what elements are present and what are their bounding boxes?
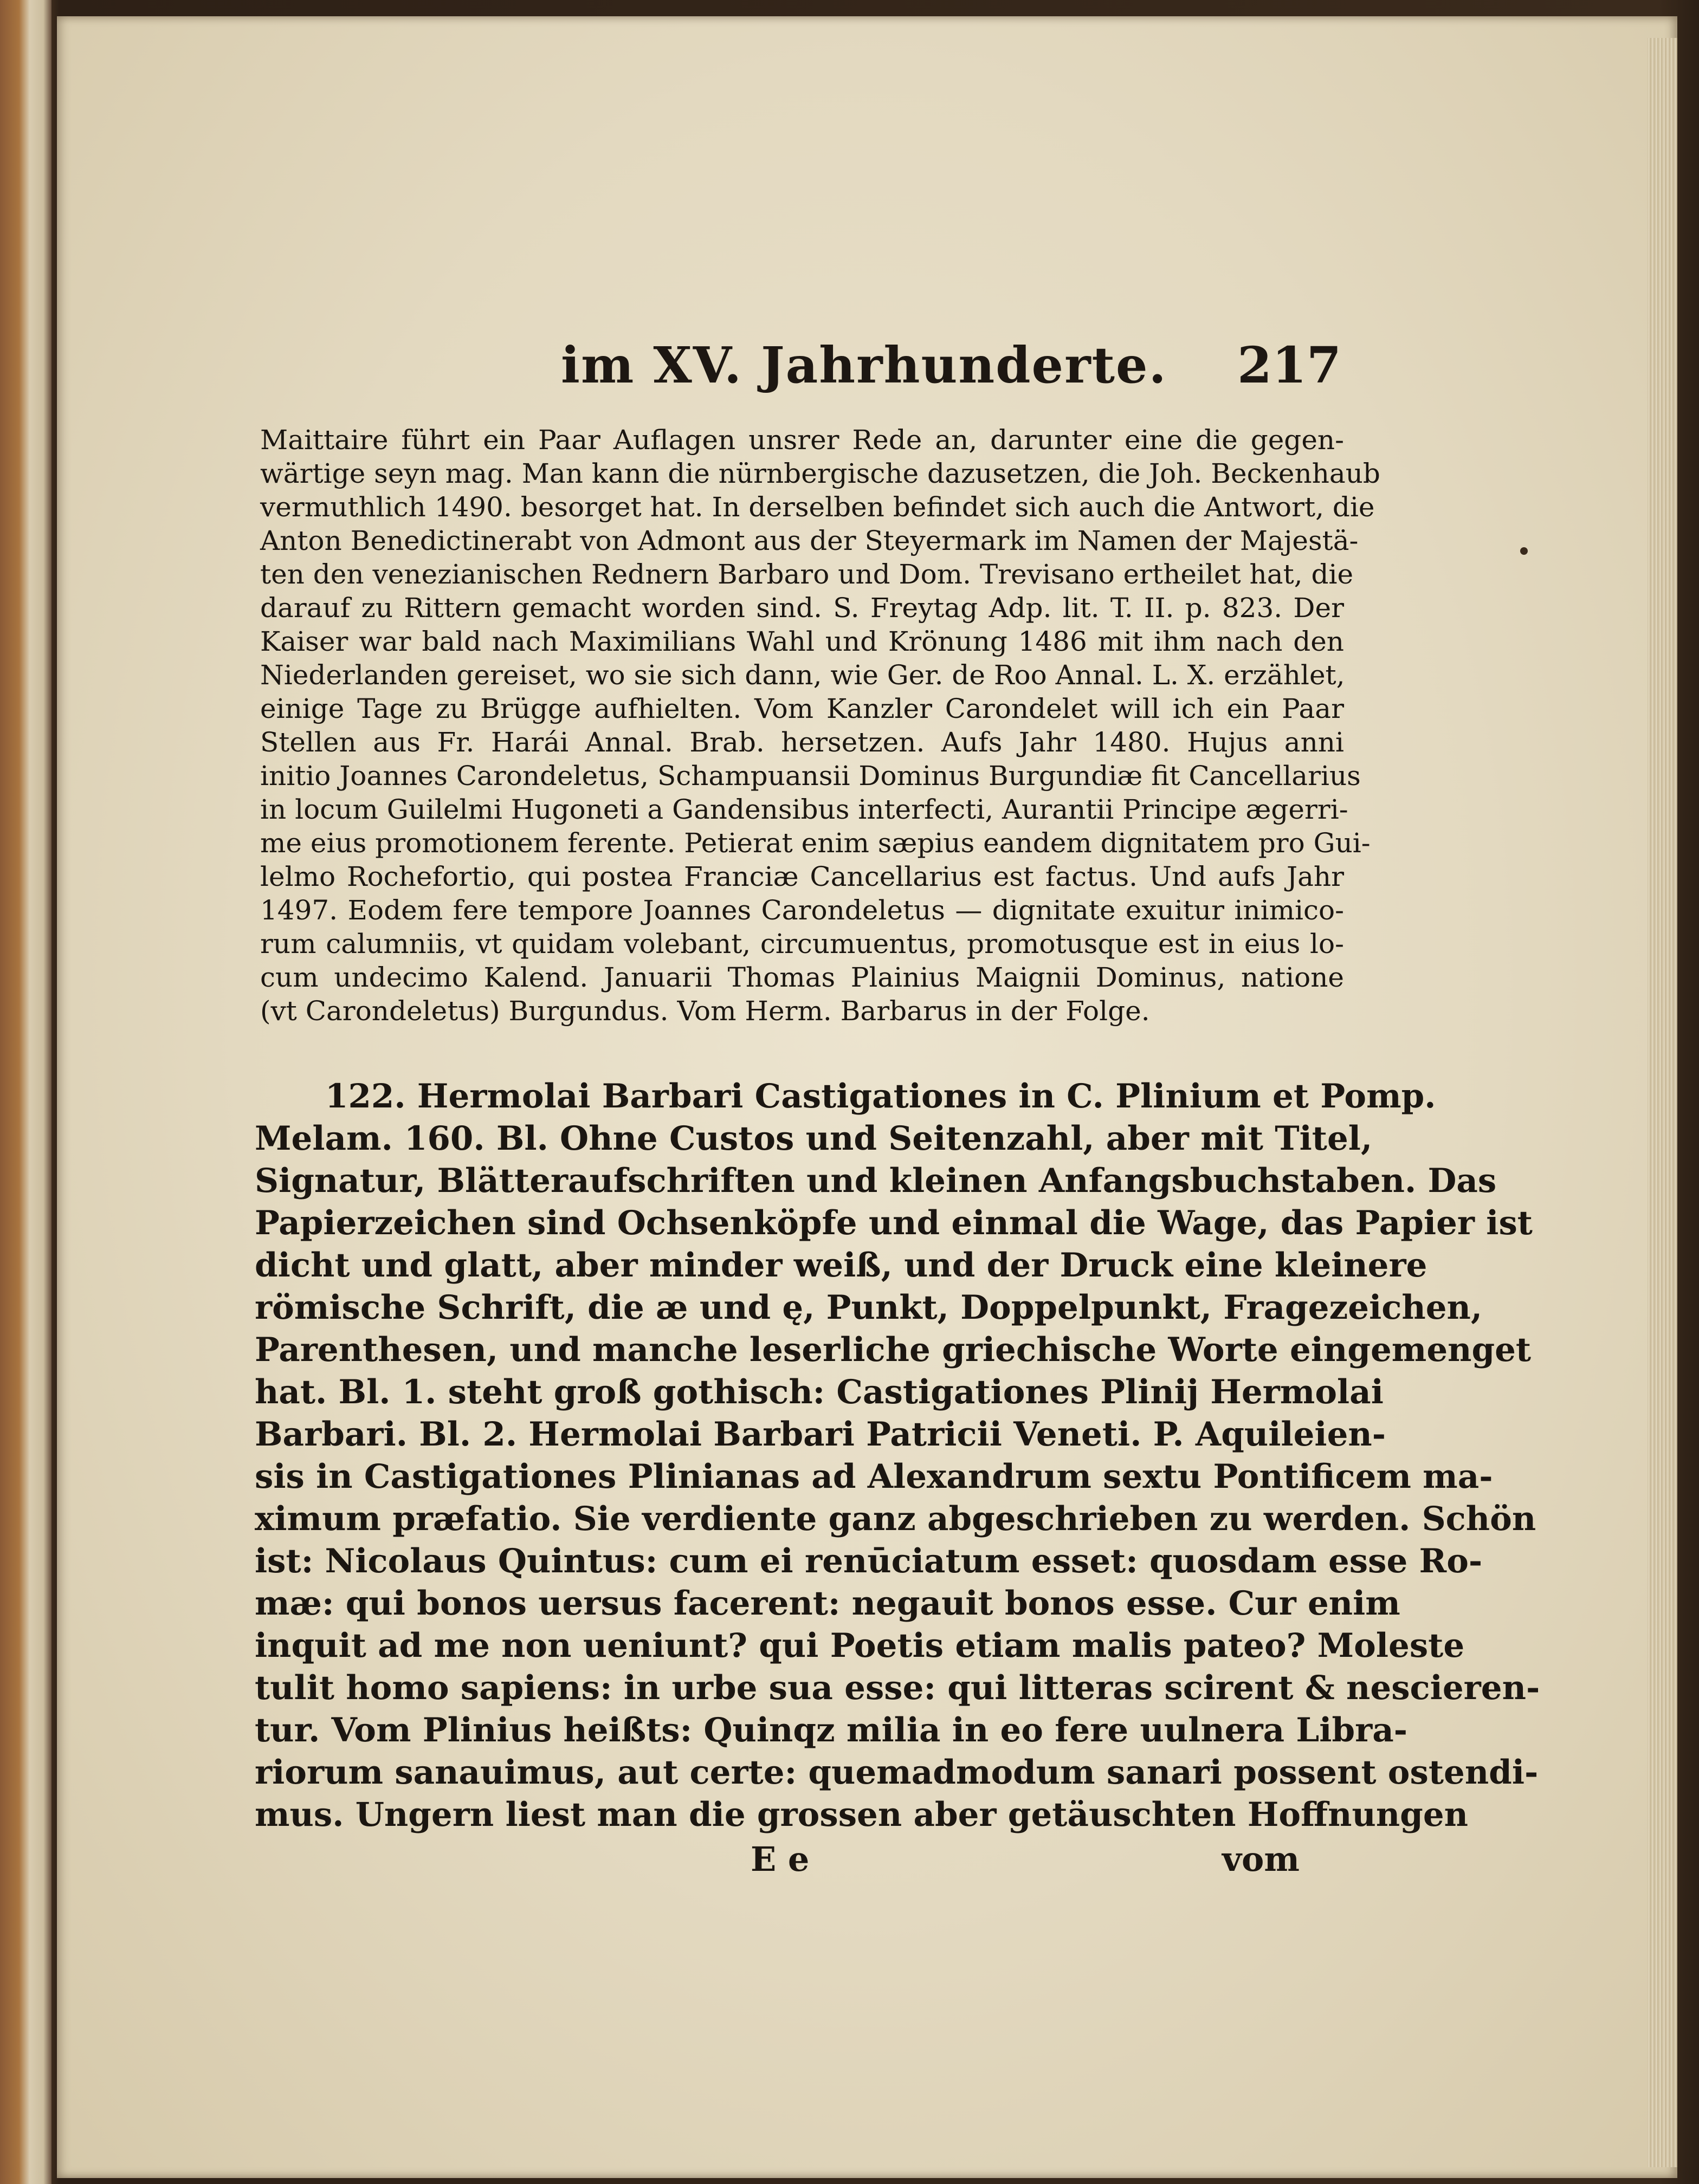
body-line: inquit ad me non ueniunt? qui Poetis etiam malis pateo? Moleste	[255, 1626, 1465, 1665]
previous-page-edge	[0, 0, 51, 2184]
note-line: 1497. Eodem fere tempore Joannes Carondeletus — dignitate exuitur inimico-	[260, 895, 1344, 926]
body-line: mus. Ungern liest man die grossen aber getäuschten Hoffnungen	[255, 1796, 1468, 1834]
catchword: vom	[1222, 1839, 1300, 1879]
body-line: römische Schrift, die æ und ę, Punkt, Doppelpunkt, Fragezeichen,	[255, 1288, 1483, 1327]
body-line: sis in Castigationes Plinianas ad Alexandrum sextu Pontificem ma-	[255, 1457, 1493, 1496]
note-line: einige Tage zu Brügge aufhielten. Vom Kanzler Carondelet will ich ein Paar	[260, 693, 1344, 724]
note-line: Kaiser war bald nach Maximilians Wahl und Krönung 1486 mit ihm nach den	[260, 626, 1344, 657]
body-line: Parenthesen, und manche leserliche griechische Worte eingemenget	[255, 1331, 1532, 1369]
body-line: mæ: qui bonos uersus facerent: negauit bonos esse. Cur enim	[255, 1584, 1400, 1623]
body-line: ist: Nicolaus Quintus: cum ei renūciatum esset: quosdam esse Ro-	[255, 1542, 1483, 1580]
note-line: Anton Benedictinerabt von Admont aus der Steyermark im Namen der Majestä-	[260, 525, 1359, 556]
body-line: Barbari. Bl. 2. Hermolai Barbari Patricii Veneti. P. Aquileien-	[255, 1415, 1386, 1454]
note-line: Stellen aus Fr. Harái Annal. Brab. hersetzen. Aufs Jahr 1480. Hujus anni	[260, 727, 1344, 758]
body-line: tulit homo sapiens: in urbe sua esse: qui litteras scirent & nescieren-	[255, 1669, 1540, 1707]
ink-spot	[1520, 547, 1528, 555]
body-line: ximum præfatio. Sie verdiente ganz abgeschrieben zu werden. Schön	[255, 1500, 1536, 1538]
note-line: cum undecimo Kalend. Januarii Thomas Plainius Maignii Dominus, natione	[260, 962, 1344, 993]
body-line: dicht und glatt, aber minder weiß, und der Druck eine kleinere	[255, 1246, 1427, 1285]
body-line: riorum sanauimus, aut certe: quemadmodum sanari possent ostendi-	[255, 1753, 1539, 1792]
note-line: me eius promotionem ferente. Petierat enim sæpius eandem dignitatem pro Gui-	[260, 827, 1371, 859]
note-line: lelmo Rochefortio, qui postea Franciæ Cancellarius est factus. Und aufs Jahr	[260, 861, 1344, 892]
body-line: tur. Vom Plinius heißts: Quinqz milia in eo fere uulnera Libra-	[255, 1711, 1408, 1749]
body-line: Melam. 160. Bl. Ohne Custos und Seitenzahl, aber mit Titel,	[255, 1119, 1373, 1158]
body-line: Papierzeichen sind Ochsenköpfe und einmal die Wage, das Papier ist	[255, 1204, 1533, 1242]
running-header	[561, 336, 1341, 401]
note-line: Maittaire führt ein Paar Auflagen unsrer Rede an, darunter eine die gegen-	[260, 424, 1344, 456]
note-line: Niederlanden gereiset, wo sie sich dann, wie Ger. de Roo Annal. L. X. erzählet,	[260, 659, 1345, 691]
page-number: 217	[1237, 336, 1341, 394]
body-line: 122. Hermolai Barbari Castigationes in C. Plinium et Pomp.	[325, 1077, 1436, 1116]
note-line: initio Joannes Carondeletus, Schampuansii Dominus Burgundiæ fit Cancellarius	[260, 760, 1361, 792]
note-line: (vt Carondeletus) Burgundus. Vom Herm. Barbarus in der Folge.	[260, 995, 1150, 1027]
signature-mark: E e	[751, 1839, 810, 1879]
note-line: rum calumniis, vt quidam volebant, circumuentus, promotusque est in eius lo-	[260, 928, 1344, 960]
running-title: im XV. Jahrhunderte.	[561, 336, 1167, 394]
page-stack-edge	[1648, 38, 1677, 2167]
note-line: darauf zu Rittern gemacht worden sind. S. Freytag Adp. lit. T. II. p. 823. Der	[260, 592, 1344, 624]
note-line: ten den venezianischen Rednern Barbaro und Dom. Trevisano ertheilet hat, die	[260, 559, 1354, 590]
note-line: wärtige seyn mag. Man kann die nürnbergische dazusetzen, die Joh. Beckenhaub	[260, 458, 1380, 489]
body-line: hat. Bl. 1. steht groß gothisch: Castigationes Plinij Hermolai	[255, 1373, 1384, 1411]
body-line: Signatur, Blätteraufschriften und kleinen Anfangsbuchstaben. Das	[255, 1162, 1497, 1200]
note-line: vermuthlich 1490. besorget hat. In derselben befindet sich auch die Antwort, die	[260, 491, 1375, 523]
note-line: in locum Guilelmi Hugoneti a Gandensibus interfecti, Aurantii Principe ægerri-	[260, 794, 1348, 825]
